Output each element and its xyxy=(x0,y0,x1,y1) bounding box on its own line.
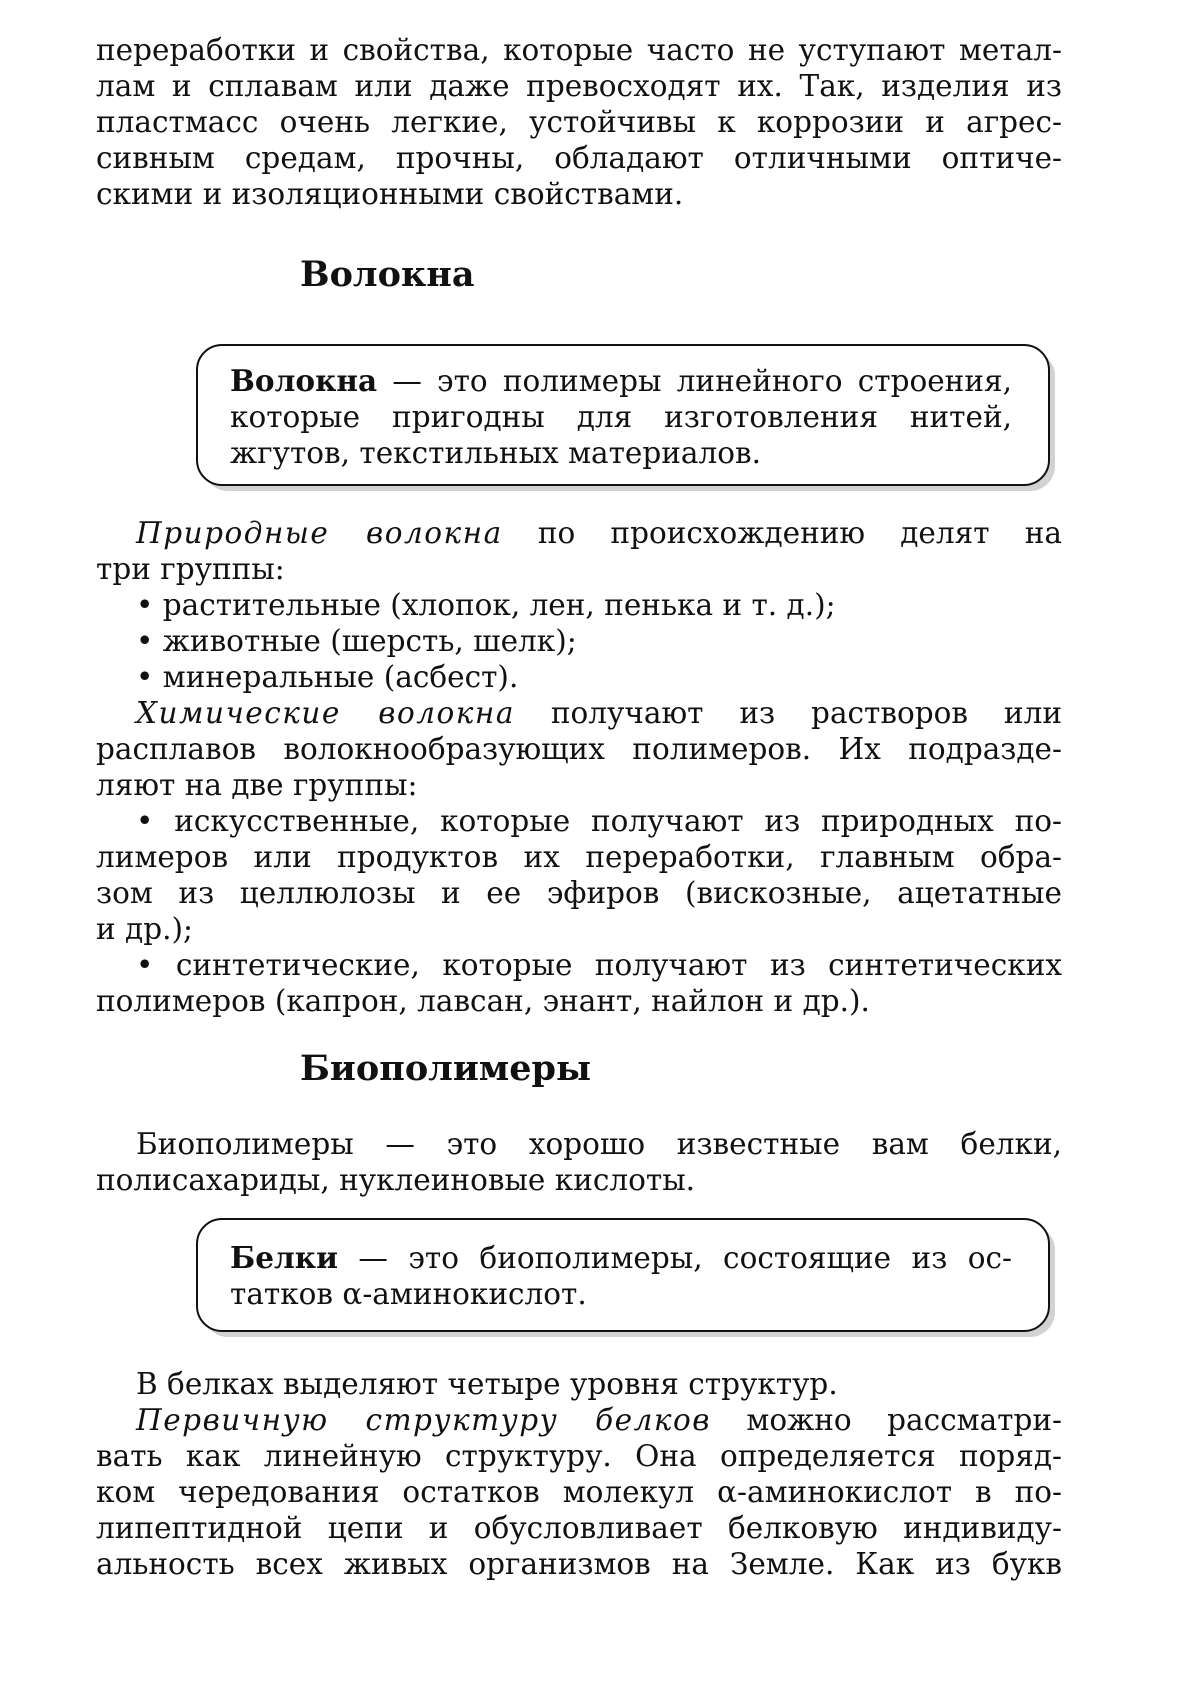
list-item-cont: зом из целлюлозы и ее эфиров (вискозные, ацетатные xyxy=(96,876,1062,910)
definition-line: татков α-аминокислот. xyxy=(230,1277,587,1311)
biopolymers-intro-line: полисахариды, нуклеиновые кислоты. xyxy=(96,1163,696,1197)
section-heading-fibers: Волокна xyxy=(300,254,475,295)
primary-structure-line: Первичную структуру белков можно рассматри- xyxy=(136,1403,1062,1437)
chemical-fibers-line: ляют на две группы: xyxy=(96,768,418,802)
list-item: • минеральные (асбест). xyxy=(136,660,519,694)
list-item: • синтетические, которые получают из синтетических xyxy=(136,948,1062,982)
natural-fibers-line: три группы: xyxy=(96,552,285,586)
definition-line: Волокна — это полимеры линейного строения, xyxy=(230,363,1012,398)
chemical-fibers-line: Химические волокна получают из растворов или xyxy=(136,696,1062,730)
list-item-cont: и др.); xyxy=(96,912,193,946)
section-heading-biopolymers: Биополимеры xyxy=(300,1048,592,1089)
list-item-cont: полимеров (капрон, лавсан, энант, найлон и др.). xyxy=(96,984,870,1018)
list-item: • растительные (хлопок, лен, пенька и т. д.); xyxy=(136,588,836,622)
intro-line: сивным средам, прочны, обладают отличными оптиче- xyxy=(96,141,1062,175)
biopolymers-intro-line: Биополимеры — это хорошо известные вам белки, xyxy=(136,1127,1062,1161)
intro-line: переработки и свойства, которые часто не уступают метал- xyxy=(96,33,1062,67)
primary-structure-line: ком чередования остатков молекул α-аминокислот в по- xyxy=(96,1475,1062,1509)
intro-line: лам и сплавам или даже превосходят их. Так, изделия из xyxy=(96,69,1062,103)
protein-levels-line: В белках выделяют четыре уровня структур. xyxy=(136,1367,838,1401)
definition-line: которые пригодны для изготовления нитей, xyxy=(230,400,1012,434)
definition-line: жгутов, текстильных материалов. xyxy=(230,436,761,470)
natural-fibers-line: Природные волокна по происхождению делят на xyxy=(136,516,1062,550)
chemical-fibers-line: расплавов волокнообразующих полимеров. Их подразде- xyxy=(96,732,1062,766)
list-item: • животные (шерсть, шелк); xyxy=(136,624,577,658)
list-item-cont: лимеров или продуктов их переработки, главным обра- xyxy=(96,840,1062,874)
intro-line: скими и изоляционными свойствами. xyxy=(96,177,684,211)
intro-line: пластмасс очень легкие, устойчивы к коррозии и агрес- xyxy=(96,105,1062,139)
list-item: • искусственные, которые получают из природных по- xyxy=(136,804,1062,838)
primary-structure-line: вать как линейную структуру. Она определяется поряд- xyxy=(96,1439,1062,1473)
primary-structure-line: альность всех живых организмов на Земле. Как из букв xyxy=(96,1547,1062,1581)
definition-line: Белки — это биополимеры, состоящие из ос- xyxy=(230,1240,1012,1275)
primary-structure-line: липептидной цепи и обусловливает белковую индивиду- xyxy=(96,1511,1062,1545)
